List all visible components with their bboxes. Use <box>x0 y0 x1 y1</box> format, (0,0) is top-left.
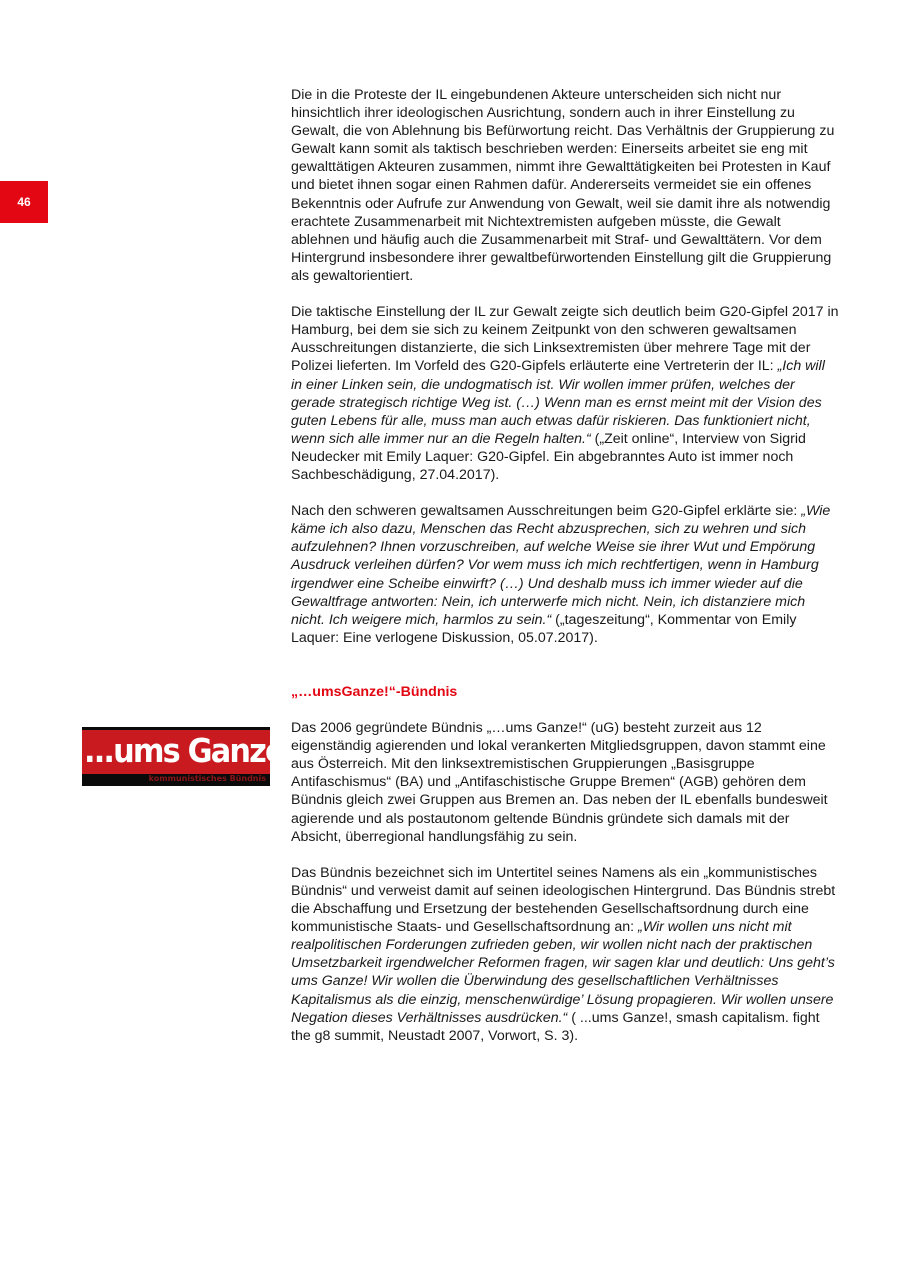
paragraph-g20-tactics <box>291 303 839 484</box>
logo-main-text: ...ums Ganze! <box>84 731 296 770</box>
quote: „Wie käme ich also dazu, Menschen das Recht abzusprechen, sich zu wehren und sich aufzulehnen? Ihnen vorzuschreiben, auf welche Weise sie ihrer Wut und Empörung Ausdruck verleihen dürfen? Vor wem muss ich mich rechtfertigen, wenn in Hamburg irgendwer eine Scheibe einwirft? (…) Und deshalb muss ich immer wieder auf die Gewaltfrage antworten: Nein, ich unterwerfe mich nicht. Nein, ich distanziere mich nicht. Ich weigere mich, harmlos zu sein.“ <box>291 503 831 628</box>
paragraph-g20-aftermath <box>291 502 839 647</box>
citation: („tageszeitung“, Kommentar von Emily Laquer: Eine verlogene Diskussion, 05.07.2017). <box>291 611 797 646</box>
quote: „Ich will in einer Linken sein, die undogmatisch ist. Wir wollen immer prüfen, welches der gerade strategisch richtige Weg ist. (…) Wenn man es ernst meint mit der Vision des guten Lebens für alle, muss man auch etwas dafür riskieren. Das funktioniert nicht, wenn sich alle immer nur an die Regeln halten.“ <box>291 358 825 447</box>
page-number: 46 <box>17 195 31 209</box>
paragraph-text: Nach den schweren gewaltsamen Ausschreitungen beim G20-Gipfel erklärte sie: <box>291 503 802 520</box>
main-text-column <box>291 86 839 1063</box>
quote: „Wir wollen uns nicht mit realpolitischen Forderungen zufrieden geben, wir wollen nicht nach der praktischen Umsetzbarkeit irgendwelcher Reformen fragen, wir sagen klar und deutlich: Uns geht’s ums Ganze! Wir wollen die Überwindung des gesellschaftlichen Verhältnisses Kapitalismus als die einzig, menschenwürdige’ Lösung propagieren. Wir wollen unsere Negation dieses Verhältnisses ausdrücken.“ <box>291 919 835 1026</box>
page-number-tab <box>0 181 48 223</box>
section-heading: „…umsGanze!“-Bündnis <box>291 683 458 700</box>
citation: („Zeit online“, Interview von Sigrid Neudecker mit Emily Laquer: G20-Gipfel. Ein abgebranntes Auto ist immer noch Sachbeschädigung, 27.04.2017). <box>291 430 806 483</box>
paragraph-text: Die taktische Einstellung der IL zur Gewalt zeigte sich deutlich beim G20-Gipfel 2017 in Hamburg, bei dem sie sich zu keinem Zeitpunkt von den schweren gewaltsamen Ausschreitungen distanzierte, die sich Linksextremisten über mehrere Tage mit der Polizei lieferten. Im Vorfeld des G20-Gipfels erläuterte eine Vertreterin der IL: <box>291 304 839 375</box>
paragraph-violence-attitude: Die in die Proteste der IL eingebundenen Akteure unterscheiden sich nicht nur hinsichtlich ihrer ideologischen Ausrichtung, sondern auch in ihrer Einstellung zu Gewalt, die von Ablehnung bis Befürwortung reicht. Das Verhältnis der Gruppierung zu Gewalt kann somit als taktisch beschrieben werden: Einerseits arbeitet sie eng mit gewalttätigen Akteuren zusammen, nimmt ihre Gewalttätigkeiten bei Protesten in Kauf und bietet ihnen sogar einen Rahmen dafür. Andererseits vermeidet sie ein offenes Bekenntnis oder Aufrufe zur Anwendung von Gewalt, weil sie damit ihre als notwendig erachtete Zusammenarbeit mit Nichtextremisten aufgeben müsste, die Gewalt ablehnen und häufig auch die Zusammenarbeit mit Straf- und Gewalttätern. Vor dem Hintergrund insbesondere ihrer gewaltbefürwortenden Einstellung gilt die Gruppierung als gewaltorientiert. <box>291 87 835 284</box>
paragraph-alliance-ideology <box>291 864 839 1045</box>
ums-ganze-logo <box>82 727 296 786</box>
logo-subtitle: kommunistisches Bündnis <box>148 774 266 783</box>
paragraph-text: Das Bündnis bezeichnet sich im Untertitel seines Namens als ein „kommunistisches Bündnis“ und verweist damit auf seinen ideologischen Hintergrund. Das Bündnis strebt die Abschaffung und Ersetzung der bestehenden Gesellschaftsordnung durch eine kommunistische Staats- und Gesellschaftsordnung an: <box>291 864 836 936</box>
citation: ( ...ums Ganze!, smash capitalism. fight the g8 summit, Neustadt 2007, Vorwort, S. 3). <box>291 1009 820 1044</box>
paragraph-alliance-founding: Das 2006 gegründete Bündnis „…ums Ganze!“ (uG) besteht zurzeit aus 12 eigenständig agierenden und lokal verankerten Mitgliedsgruppen, davon stammt eine aus Österreich. Mit den linksextremistischen Gruppierungen „Basisgruppe Antifaschismus“ (BA) und „Antifaschistische Gruppe Bremen“ (AGB) gehören dem Bündnis gleich zwei Gruppen aus Bremen an. Das neben der IL ebenfalls bundesweit agierende und als postautonom geltende Bündnis gründete sich damals mit der Absicht, überregional handlungsfähig zu sein. <box>291 720 828 845</box>
